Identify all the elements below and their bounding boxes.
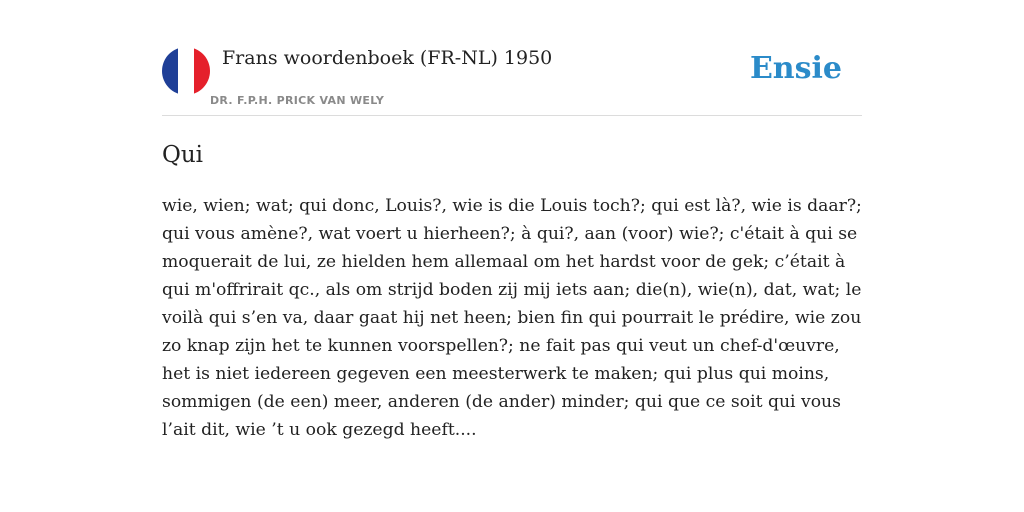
flag-stripe-white [178,47,194,95]
dictionary-title: Frans woordenboek (FR-NL) 1950 [222,47,553,69]
dictionary-header [162,0,862,116]
dictionary-author: DR. F.P.H. PRICK VAN WELY [210,94,385,107]
flag-stripe-red [194,47,210,95]
brand-logo[interactable]: Ensie [749,51,842,86]
entry-headword: Qui [162,142,204,168]
france-flag-icon [162,47,210,95]
entry-definition: wie, wien; wat; qui donc, Louis?, wie is die Louis toch?; qui est là?, wie is daar?; qui vous amène?, wat voert u hierheen?; à qui?, aan (voor) wie?; c'était à qui se moquerait de lui, ze hielden hem allemaal om het hardst voor de gek; c’était à qui m'offrirait qc., als om strijd boden zij mij iets aan; die(n), wie(n), dat, wat; le voilà qui s’en va, daar gaat hij net heen; bien fin qui pourrait le prédire, wie zou zo knap zijn het te kunnen voorspellen?; ne fait pas qui veut un chef-d'œuvre, het is niet iedereen gegeven een meesterwerk te maken; qui plus qui moins, sommigen (de een) meer, anderen (de ander) minder; qui que ce soit qui vous l’ait dit, wie ’t u ook gezegd heeft.... [162,196,862,440]
flag-stripe-blue [162,47,178,95]
dictionary-card [162,0,862,440]
